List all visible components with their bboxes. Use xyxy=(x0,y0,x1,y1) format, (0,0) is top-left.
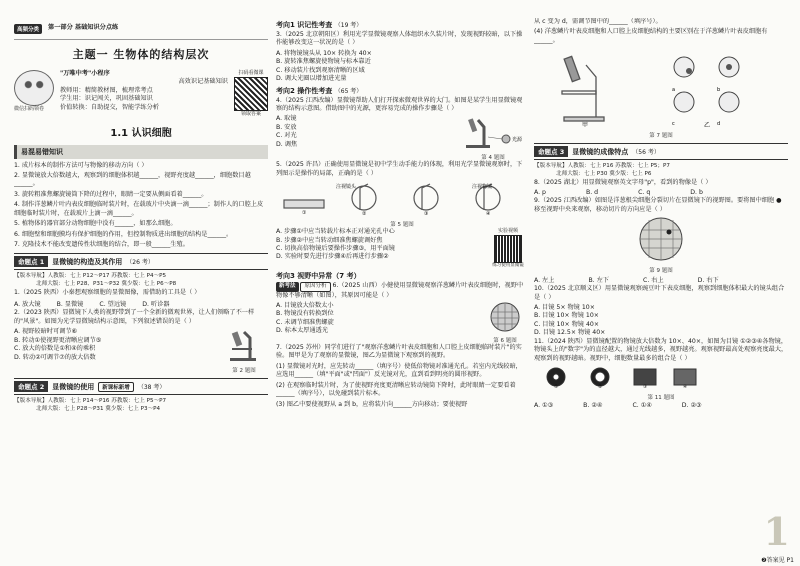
option[interactable]: B. 物镜没有转换到位 xyxy=(276,310,334,318)
part-banner xyxy=(14,18,268,40)
question-5: 5.（2025 许昌）正确使用显微镜是初中学生动手能力的体现，利用光学显微镜观察时，下列图示是操作的局部，正确的是（ ） xyxy=(276,161,523,177)
option[interactable]: C. 右上 xyxy=(643,277,664,285)
option[interactable]: B. 旋转准焦螺旋使物镜与标本靠近 xyxy=(276,58,371,66)
option[interactable]: C. q xyxy=(638,189,651,197)
student-line: 学生用：识记闯关，巩固基础知识 xyxy=(60,95,153,103)
option[interactable]: C. 望远镜 xyxy=(99,301,127,309)
list-item: 5. 植物体的器官部分动物细胞中没有______，如那么细胞。 xyxy=(14,220,177,228)
question-11: 11.（2024 陕西）显微镜配置的物镜放大倍数为 10×、40×，如图为目镜 ①②③④各物镜，物镜头上的"数字"为的直径越大，通过光线越多，视野越亮。观察视野最高处观察亮度最大，观察到的视野越暗。视野中，细胞数量最多的组合是（ ） xyxy=(534,337,788,362)
topic-1-count: （26 考） xyxy=(126,259,154,267)
question-2: 2.（2023 陕西）显微镜下人类的视野带到了一个全新的微观世界，让人们领略了不一样的"风景"。如图为光学显微镜结构示意图，下列叙述错误的是（ ） xyxy=(14,309,255,325)
get-answer-label: 领取答案 xyxy=(240,110,261,117)
list-item: 7. 克隆技术不能改变遗传性状细胞的结合，即一般______生殖。 xyxy=(14,240,189,248)
topic-1-header xyxy=(14,253,268,270)
option[interactable]: A. 目镜放大倍数太小 xyxy=(276,302,334,310)
list-item: 6. 细胞壁和细胞膜均有保护细胞的作用，但控制物质进出细胞的结构是______。 xyxy=(14,230,233,238)
microscope-figure-icon xyxy=(220,328,268,362)
column-left xyxy=(14,18,268,560)
scan-micro-label: 扫码看微课 xyxy=(238,70,264,76)
svg-text:③: ③ xyxy=(424,211,429,217)
figure-9 xyxy=(534,216,788,274)
option[interactable]: A. 视野较暗时可调节⑥ xyxy=(14,328,78,336)
question-9-options xyxy=(534,275,788,284)
qr-code-icon[interactable] xyxy=(234,77,268,111)
video-sublabel: 练习使用显微镜 xyxy=(492,263,524,269)
option[interactable]: B. 目镜 10× 物镜 10× xyxy=(534,312,599,320)
direction-1-header xyxy=(276,20,528,30)
figure-5-caption: 第 5 题图 xyxy=(390,222,414,229)
svg-text:c: c xyxy=(672,121,675,128)
cause-analysis-tag: 原因分析 xyxy=(300,282,330,291)
version-nav-1b: 北师大版：七上 P28、P31～P32 冀少版：七上 P6～P8 xyxy=(36,281,177,288)
option[interactable]: C. 移动装片找到观察清晰的区域 xyxy=(276,66,365,74)
option[interactable]: D. 实验时要先进行步骤④后再进行步骤② xyxy=(276,253,389,261)
miniapp-promo xyxy=(14,70,268,118)
option[interactable]: D. ②③ xyxy=(681,401,702,409)
microscope-and-views-icon xyxy=(534,47,784,127)
value-line: 价值转换：自助提交，智能学练分析 xyxy=(60,103,159,111)
option[interactable]: C. 对光 xyxy=(276,132,297,140)
question-7-part-3: (3) 图乙中要使视野从 a 到 b，应将装片向______方向移动；要使视野 xyxy=(276,400,468,408)
topic-2-label: 命题点 2 xyxy=(14,381,48,392)
lens-tubes-icon xyxy=(534,365,734,389)
topic-3-title: 显微镜的成像特点 xyxy=(572,147,629,156)
question-7-part-2: (2) 在观察临时装片时，为了使视野亮度更清晰应转动镜筒下降时，此时眼睛一定要看着______（填序号），以免碰到装片标本。 xyxy=(276,381,516,398)
list-item: 2. 显微镜放大倍数越大，观察到的细胞体积越______，视野亮度越______，细胞数目越______。 xyxy=(14,172,251,188)
topic-2-header xyxy=(14,378,268,395)
question-3: 3.（2025 北京朝阳区）利用光学显微镜观察人体组织永久装片时，发现视野较暗，以下操作能够改变这一状况的是（ ） xyxy=(276,31,523,47)
question-6-options xyxy=(276,302,476,344)
option[interactable]: B. 左下 xyxy=(588,277,609,285)
topic-1-label: 命题点 1 xyxy=(14,256,48,267)
question-1: 1.（2025 陕西）小秦想观察细胞的显微图像，需借助的工具是（ ） xyxy=(14,289,201,297)
question-7-part-1: (1) 显微镜对光时，应先转动______（填序号）使低倍物镜对准通光孔。若室内光线较暗，应选用______（填"平面"或"凹面"）反光镜对光，直到看到明亮的圆形视野。 xyxy=(276,362,522,379)
miniapp-title: "万唯中考"小程序 xyxy=(60,70,110,77)
direction-3-header: 考向3 视野中异常（7 考） xyxy=(276,272,361,281)
column-right xyxy=(534,18,788,560)
svg-text:④: ④ xyxy=(486,211,491,217)
option[interactable]: B. 安放 xyxy=(276,123,297,131)
part-title: 第一部分 基础知识分点练 xyxy=(48,24,119,32)
microscope-steps-icon xyxy=(276,180,526,216)
teacher-line: 教师用：精简教材图，梳理常考点 xyxy=(60,86,153,94)
question-5-options xyxy=(276,228,482,269)
video-label: 实验视频 xyxy=(497,228,518,235)
question-4-options xyxy=(276,115,452,161)
option[interactable]: D. b xyxy=(690,189,703,197)
option[interactable]: A. p xyxy=(534,189,546,197)
figure-2 xyxy=(220,328,268,374)
option[interactable]: C. ①④ xyxy=(632,401,652,409)
question-8: 8.（2025 湖北）用显微镜观察英文字母"p"，看到的物像是（ ） xyxy=(534,178,712,186)
svg-text:③: ③ xyxy=(643,384,648,389)
topic-3-count: （56 考） xyxy=(632,149,660,157)
option[interactable]: A. 取镜 xyxy=(276,115,297,123)
figure-7 xyxy=(534,47,788,139)
figure-6 xyxy=(482,302,528,344)
option[interactable]: C. 放大的倍数是①和④的乘积 xyxy=(14,345,96,353)
wechat-scan-label: 微信扫码领卷 xyxy=(14,106,45,112)
direction-2-title: 考向2 操作性考查 xyxy=(276,86,333,95)
direction-2-header xyxy=(276,86,528,96)
question-1-options xyxy=(14,299,268,308)
list-item: 4. 制作洋葱鳞片叶内表皮细胞临时装片时，在载玻片中央滴一滴______；制作人的口腔上皮细胞临时装片时，在载玻片上滴一滴______。 xyxy=(14,201,264,217)
list-item: 1. 成片标本的制作方法可与物像的移动方向（ ） xyxy=(14,161,148,169)
look-at-objective-label: 注视物镜 xyxy=(472,184,493,191)
direction-2-count: （65 考） xyxy=(334,87,363,95)
option[interactable]: B. ②④ xyxy=(583,401,603,409)
option[interactable]: C. 目镜 10× 物镜 40× xyxy=(534,320,600,328)
version-nav-2: 【版本导航】人教版：七上 P14～P16 苏教版：七上 P5～P7 xyxy=(14,398,167,405)
easy-mistake-header: 易混易错知识 xyxy=(14,145,268,159)
option[interactable]: B. 显微镜 xyxy=(56,301,84,309)
option[interactable]: D. 听诊器 xyxy=(142,301,170,309)
figure-4 xyxy=(458,115,528,161)
direction-1-count: （19 考） xyxy=(334,22,363,29)
jia-label: 甲 xyxy=(582,122,589,128)
svg-text:光源: 光源 xyxy=(512,137,523,144)
option[interactable]: A. 放大镜 xyxy=(14,301,41,309)
figure-11 xyxy=(534,365,788,401)
svg-text:①: ① xyxy=(554,384,559,389)
section-title: 1.1 认识细胞 xyxy=(110,127,172,139)
theme-title: 主题一 生物体的结构层次 xyxy=(72,48,210,61)
figure-7-caption: 第 7 题图 xyxy=(649,133,673,140)
option[interactable]: C. 切换高倍物镜后要操作步骤③，用平面镜 xyxy=(276,245,395,253)
easy-mistake-list xyxy=(14,162,268,250)
version-nav-1: 【版本导航】人教版：七上 P12～P17 苏教版：七上 P4～P5 xyxy=(14,273,167,280)
topic-3-label: 命题点 3 xyxy=(534,146,568,157)
question-6-text: 6.（2025 山西）小健使用显微镜观察洋葱鳞片叶表皮细胞时，视野中物像不够清晰（如图），其原因可能是（ ） xyxy=(276,282,524,299)
question-6 xyxy=(276,282,528,300)
figure-9-caption: 第 9 题图 xyxy=(649,268,673,275)
option[interactable]: B. d xyxy=(586,189,599,197)
microscope-light-icon xyxy=(458,115,528,149)
option[interactable]: A. 步骤①中应当转载片标本正对通光孔中心 xyxy=(276,228,395,236)
topic-2-count: （38 考） xyxy=(137,384,166,392)
option[interactable]: B. 转动①使视野更清晰应调节⑤ xyxy=(14,336,102,344)
topic-1-title: 显微镜的构造及其作用 xyxy=(52,257,123,266)
option[interactable]: D. 转动②可调节⑦的放大倍数 xyxy=(14,353,96,361)
figure-6-caption: 第 6 题图 xyxy=(493,338,517,345)
look-at-lens-label: 注视镜头 xyxy=(336,184,357,191)
mascot-icon xyxy=(14,70,54,106)
topic-3-header xyxy=(534,143,788,160)
option[interactable]: A. 目镜 5× 物镜 10× xyxy=(534,304,595,312)
qr-code-icon[interactable] xyxy=(494,235,522,263)
topic-2-title: 显微镜的使用 xyxy=(52,382,95,391)
question-8-options xyxy=(534,189,788,196)
figure-11-caption: 第 11 题图 xyxy=(647,394,675,401)
option[interactable]: C. 未调节细准焦螺旋 xyxy=(276,318,334,326)
option[interactable]: A. 将物镜镜头从 10× 转换为 40× xyxy=(276,49,372,57)
version-nav-3: 【版本导航】人教版：七上 P16 苏教版：七上 P5；P7 xyxy=(534,163,670,170)
figure-4-caption: 第 4 题图 xyxy=(481,155,505,162)
svg-text:d: d xyxy=(717,121,721,128)
figure-2-caption: 第 2 题图 xyxy=(232,368,256,375)
option[interactable]: D. 调大光圈以增加进光量 xyxy=(276,75,347,83)
version-nav-2b: 北师大版：七上 P28～P31 冀少版：七上 P3～P4 xyxy=(36,406,161,413)
question-2-options xyxy=(14,328,214,374)
column-middle xyxy=(276,18,528,560)
miniapp-subtitle: 高效识记基础知识 xyxy=(178,78,228,86)
series-logo: 高频分类 xyxy=(14,24,42,34)
svg-text:b: b xyxy=(717,87,721,94)
option[interactable]: B. 步骤②中应当转动细准焦螺旋调好焦 xyxy=(276,236,383,244)
question-7-part-4: (4) 洋葱鳞片叶表皮细胞和人口腔上皮细胞结构的主要区别在于洋葱鳞片叶表皮细胞有______。 xyxy=(534,28,768,44)
option[interactable]: D. 标本太厚通透光 xyxy=(276,327,329,335)
version-nav-3b: 北师大版：七上 P30 冀少版：七上 P6 xyxy=(556,171,652,178)
question-7-cont: 从 c 变为 d，需调节图中的______（填序号）。 xyxy=(534,18,662,25)
root-tip-cells-icon xyxy=(631,216,691,262)
page-big-number: 1 xyxy=(763,509,790,554)
svg-text:②: ② xyxy=(362,211,367,217)
new-method-tag: 新考法 xyxy=(276,282,299,291)
option[interactable]: D. 调焦 xyxy=(276,140,298,148)
yi-label: 乙 xyxy=(704,122,711,128)
svg-text:①: ① xyxy=(302,210,307,217)
list-item: 3. 旋转粗准焦螺旋镜筒下降的过程中，眼睛一定要从侧面看着______。 xyxy=(14,190,208,198)
question-9: 9.（2025 江西改编）如图是洋葱根尖细胞分裂切片在显微镜下的视野图。要将图中细胞 ● 移至视野中央来观察，移动切片的方向应是（ ） xyxy=(534,197,782,213)
option[interactable]: A. 左上 xyxy=(534,277,555,285)
svg-text:②: ② xyxy=(598,384,603,389)
option[interactable]: D. 目镜 12.5× 物镜 40× xyxy=(534,329,606,337)
question-7: 7.（2025 苏州）同学们进行了"观察洋葱鳞片叶表皮细胞和人口腔上皮细胞临时装片"的实验。图甲是为了观察的显微镜，图乙为显微镜下观察到的视野。 xyxy=(276,344,522,360)
option[interactable]: D. 右下 xyxy=(697,277,719,285)
video-qr[interactable] xyxy=(488,228,528,269)
figure-5 xyxy=(276,180,528,228)
svg-text:a: a xyxy=(672,87,676,94)
direction-1-title: 考向1 识记性考查 xyxy=(276,21,333,29)
question-10-options xyxy=(534,304,788,338)
svg-text:④: ④ xyxy=(683,384,688,389)
new-standard-tag: 新课标新增 xyxy=(98,382,134,392)
question-10: 10.（2025 北京顺义区）用显微镜观察豌豆叶下表皮细胞，观察到细胞体积最大的镜头组合是（ ） xyxy=(534,285,785,301)
question-4: 4.（2025 江西改编）显微镜帮助人们打开探索微观世界的大门。如图是某学生用显微镜观察的结构示意图。借助图中的光源，更容易完成的操作步骤是（ ） xyxy=(276,96,523,112)
question-11-options xyxy=(534,402,788,409)
blurry-cells-icon xyxy=(488,302,522,332)
option[interactable]: A. ①③ xyxy=(534,401,554,409)
question-3-options xyxy=(276,50,528,84)
answer-page-ref[interactable]: ❷答案见 P1 xyxy=(761,557,794,564)
